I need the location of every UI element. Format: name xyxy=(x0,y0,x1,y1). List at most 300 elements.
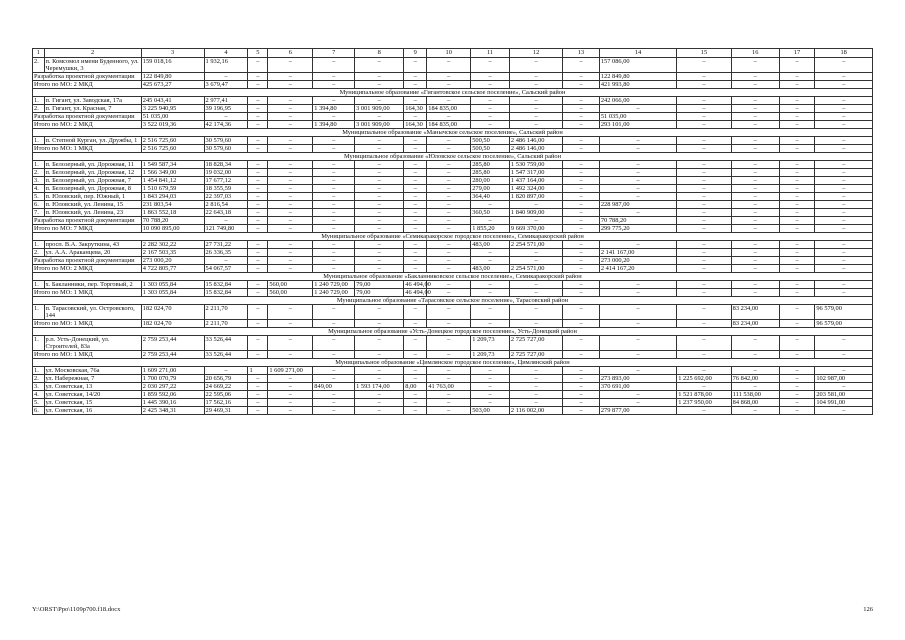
column-number-cell: 2 xyxy=(44,49,141,58)
column-number-cell: 4 xyxy=(204,49,248,58)
table-cell: – xyxy=(731,73,779,81)
table-cell: 299 775,20 xyxy=(599,225,676,233)
table-cell: – xyxy=(355,265,404,273)
table-cell: – xyxy=(268,383,313,391)
table-row xyxy=(33,58,873,73)
row-number-cell: 1. xyxy=(33,367,45,375)
table-cell: – xyxy=(404,375,427,383)
section-header-row xyxy=(33,359,873,367)
row-number-cell: 6. xyxy=(33,407,45,415)
table-cell: 560,00 xyxy=(268,281,313,289)
table-cell: – xyxy=(779,209,815,217)
table-cell: 500,50 xyxy=(471,145,510,153)
table-cell: 285,80 xyxy=(471,169,510,177)
table-cell: – xyxy=(427,391,471,399)
summary-row xyxy=(33,289,873,297)
table-cell: – xyxy=(599,145,676,153)
table-cell: 1 843 294,03 xyxy=(141,193,204,201)
table-cell: – xyxy=(268,336,313,351)
table-cell: 17 677,12 xyxy=(204,177,248,185)
table-cell: – xyxy=(427,113,471,121)
table-cell: – xyxy=(427,367,471,375)
address-cell: п. Гигант, ул. Заводская, 17а xyxy=(44,97,141,105)
address-cell: п. Юловский, ул. Ленина, 23 xyxy=(44,209,141,217)
table-cell: – xyxy=(268,81,313,89)
table-cell: – xyxy=(404,58,427,73)
table-cell: 2 211,70 xyxy=(204,305,248,320)
table-cell: – xyxy=(355,351,404,359)
table-cell: – xyxy=(471,367,510,375)
table-cell: – xyxy=(563,193,600,201)
row-number-cell: 3. xyxy=(33,177,45,185)
table-cell: – xyxy=(313,249,355,257)
table-cell: – xyxy=(313,169,355,177)
table-cell: – xyxy=(355,367,404,375)
table-cell: – xyxy=(427,399,471,407)
table-cell: – xyxy=(471,113,510,121)
table-cell: – xyxy=(677,351,731,359)
table-cell: – xyxy=(471,73,510,81)
table-cell: – xyxy=(677,289,731,297)
table-cell: – xyxy=(677,305,731,320)
table-cell: 2 425 348,31 xyxy=(141,407,204,415)
table-cell: 111 538,00 xyxy=(731,391,779,399)
table-cell: 76 842,00 xyxy=(731,375,779,383)
table-cell: – xyxy=(563,97,600,105)
table-cell: 2 816,54 xyxy=(204,201,248,209)
column-number-cell: 14 xyxy=(599,49,676,58)
table-cell: – xyxy=(731,367,779,375)
table-cell: – xyxy=(815,201,873,209)
table-cell: – xyxy=(313,113,355,121)
table-cell: – xyxy=(563,137,600,145)
table-cell: – xyxy=(268,407,313,415)
table-cell: 24 669,22 xyxy=(204,383,248,391)
table-cell: – xyxy=(268,185,313,193)
table-cell: – xyxy=(509,257,562,265)
table-cell: – xyxy=(731,241,779,249)
table-cell: 3 679,47 xyxy=(204,81,248,89)
table-cell: – xyxy=(355,97,404,105)
table-row xyxy=(33,161,873,169)
table-cell: – xyxy=(355,225,404,233)
table-cell: – xyxy=(427,351,471,359)
address-cell: п. Белозерный, ул. Дорожная, 12 xyxy=(44,169,141,177)
table-cell: 1 547 317,00 xyxy=(509,169,562,177)
table-cell: – xyxy=(599,105,676,113)
table-cell: 1 303 055,84 xyxy=(141,281,204,289)
table-cell: – xyxy=(268,375,313,383)
table-cell: – xyxy=(268,399,313,407)
table-cell: – xyxy=(404,336,427,351)
summary-row xyxy=(33,145,873,153)
table-cell: – xyxy=(677,407,731,415)
table-cell: – xyxy=(427,257,471,265)
table-cell: 1 492 324,00 xyxy=(509,185,562,193)
table-cell: – xyxy=(427,169,471,177)
table-cell: – xyxy=(779,177,815,185)
table-row xyxy=(33,375,873,383)
row-label: Разработка проектной документации xyxy=(33,73,142,81)
table-cell: – xyxy=(471,97,510,105)
table-cell: – xyxy=(404,185,427,193)
table-cell: 15 832,84 xyxy=(204,281,248,289)
table-cell: – xyxy=(815,73,873,81)
table-cell: – xyxy=(509,217,562,225)
table-cell: – xyxy=(248,383,268,391)
table-cell: – xyxy=(509,320,562,328)
column-number-cell: 6 xyxy=(268,49,313,58)
table-cell: – xyxy=(599,241,676,249)
table-cell: – xyxy=(404,97,427,105)
table-cell: 2 516 725,60 xyxy=(141,145,204,153)
table-cell: 182 024,70 xyxy=(141,305,204,320)
table-cell: 1 240 729,00 xyxy=(313,281,355,289)
table-cell: – xyxy=(599,399,676,407)
table-cell: 83 234,00 xyxy=(731,320,779,328)
table-cell: – xyxy=(677,209,731,217)
table-cell: 184 835,00 xyxy=(427,121,471,129)
column-number-cell: 10 xyxy=(427,49,471,58)
section-title: Муниципальное образование «Цимлянское городское поселение», Цимлянский район xyxy=(33,359,873,367)
table-cell: – xyxy=(268,105,313,113)
table-cell: – xyxy=(779,289,815,297)
table-cell: – xyxy=(779,305,815,320)
table-cell: – xyxy=(779,351,815,359)
table-cell: – xyxy=(509,249,562,257)
table-cell: – xyxy=(204,73,248,81)
table-cell: – xyxy=(599,289,676,297)
table-cell: – xyxy=(248,351,268,359)
table-cell: – xyxy=(427,97,471,105)
table-cell: 9 669 370,00 xyxy=(509,225,562,233)
table-cell: – xyxy=(779,161,815,169)
table-cell: 1 437 164,00 xyxy=(509,177,562,185)
table-cell: – xyxy=(815,58,873,73)
table-cell: – xyxy=(404,81,427,89)
table-row xyxy=(33,201,873,209)
table-cell: – xyxy=(563,336,600,351)
table-cell: – xyxy=(404,193,427,201)
table-cell: – xyxy=(677,201,731,209)
table-cell: 1 593 174,00 xyxy=(355,383,404,391)
column-number-cell: 16 xyxy=(731,49,779,58)
table-row xyxy=(33,193,873,201)
row-number-cell: 5. xyxy=(33,193,45,201)
table-cell: – xyxy=(427,407,471,415)
table-cell: – xyxy=(268,305,313,320)
table-cell: – xyxy=(248,58,268,73)
table-cell: 22 643,18 xyxy=(204,209,248,217)
table-cell: 41 763,00 xyxy=(427,383,471,391)
table-cell: – xyxy=(313,305,355,320)
section-header-row xyxy=(33,89,873,97)
table-cell: 1 700 070,79 xyxy=(141,375,204,383)
column-number-cell: 15 xyxy=(677,49,731,58)
row-number-cell: 3. xyxy=(33,383,45,391)
table-cell: – xyxy=(815,257,873,265)
table-cell: – xyxy=(355,407,404,415)
row-label: Итого по МО: 2 МКД xyxy=(33,265,142,273)
table-row xyxy=(33,209,873,217)
table-cell: – xyxy=(731,217,779,225)
table-cell: 2 486 146,00 xyxy=(509,145,562,153)
table-cell: 46 494,00 xyxy=(405,281,431,288)
table-cell: – xyxy=(731,105,779,113)
table-cell: – xyxy=(248,177,268,185)
table-cell: 503,00 xyxy=(471,407,510,415)
row-label: Разработка проектной документации xyxy=(33,257,142,265)
row-number-cell: 1. xyxy=(33,161,45,169)
table-cell: – xyxy=(563,161,600,169)
table-cell: – xyxy=(313,145,355,153)
table-cell: 2 759 253,44 xyxy=(141,336,204,351)
table-cell: – xyxy=(471,305,510,320)
table-cell: – xyxy=(731,383,779,391)
address-cell: п. Комсомол имени Буденного, ул. Черемушки, 3 xyxy=(44,58,141,73)
table-cell: – xyxy=(779,375,815,383)
table-cell: – xyxy=(779,105,815,113)
table-cell: 1 863 552,18 xyxy=(141,209,204,217)
table-cell: – xyxy=(779,241,815,249)
table-cell: – xyxy=(248,201,268,209)
summary-row xyxy=(33,81,873,89)
table-cell: – xyxy=(248,185,268,193)
table-cell: – xyxy=(471,105,510,113)
table-cell: – xyxy=(677,320,731,328)
table-cell: – xyxy=(471,375,510,383)
table-row xyxy=(33,383,873,391)
table-cell: – xyxy=(731,289,779,297)
table-cell: 1 445 390,16 xyxy=(141,399,204,407)
summary-row xyxy=(33,121,873,129)
table-cell: – xyxy=(563,383,600,391)
table-cell: – xyxy=(313,177,355,185)
table-cell: – xyxy=(268,249,313,257)
table-cell: – xyxy=(599,137,676,145)
table-cell: 121 749,80 xyxy=(204,225,248,233)
table-cell: 39 196,95 xyxy=(204,105,248,113)
table-cell: – xyxy=(248,193,268,201)
table-cell: – xyxy=(731,185,779,193)
table-cell: 2 167 503,35 xyxy=(141,249,204,257)
table-cell: – xyxy=(404,225,427,233)
table-cell: – xyxy=(355,209,404,217)
table-cell: – xyxy=(563,257,600,265)
table-cell: 1 609 271,00 xyxy=(268,367,313,375)
table-cell: – xyxy=(427,375,471,383)
column-number-cell: 18 xyxy=(815,49,873,58)
column-number-cell: 1 xyxy=(33,49,45,58)
table-cell: – xyxy=(509,97,562,105)
table-cell: – xyxy=(677,137,731,145)
table-cell: – xyxy=(313,161,355,169)
table-cell: – xyxy=(313,193,355,201)
table-cell: – xyxy=(313,201,355,209)
table-cell: – xyxy=(355,336,404,351)
table-cell: – xyxy=(427,320,471,328)
table-cell: – xyxy=(248,289,268,297)
table-cell: – xyxy=(779,336,815,351)
table-cell: – xyxy=(731,137,779,145)
table-cell: 79,00 xyxy=(355,289,404,297)
table-cell: – xyxy=(815,351,873,359)
table-cell: – xyxy=(599,351,676,359)
table-cell: – xyxy=(248,257,268,265)
section-title: Муниципальное образование «Юловское сельское поселение», Сальский район xyxy=(33,153,873,161)
table-cell: – xyxy=(427,58,471,73)
table-row xyxy=(33,407,873,415)
table-cell: – xyxy=(268,121,313,129)
table-cell: – xyxy=(731,351,779,359)
table-cell: – xyxy=(677,113,731,121)
table-cell: 425 673,27 xyxy=(141,81,204,89)
table-cell: 285,80 xyxy=(471,161,510,169)
table-cell: 26 336,35 xyxy=(204,249,248,257)
table-cell: – xyxy=(313,351,355,359)
table-cell: – xyxy=(268,320,313,328)
column-number-cell: 9 xyxy=(404,49,427,58)
table-cell: 2 254 571,00 xyxy=(509,265,562,273)
table-cell: – xyxy=(563,265,600,273)
table-row xyxy=(33,241,873,249)
table-cell: – xyxy=(677,169,731,177)
table-cell: – xyxy=(471,399,510,407)
table-cell: – xyxy=(815,81,873,89)
table-cell: 8,00 xyxy=(404,383,427,391)
table-cell: 19 032,00 xyxy=(204,169,248,177)
table-cell: – xyxy=(248,73,268,81)
table-cell: – xyxy=(563,105,600,113)
table-cell: – xyxy=(471,257,510,265)
table-cell: – xyxy=(731,257,779,265)
table-cell: 15 832,84 xyxy=(204,289,248,297)
column-number-cell: 17 xyxy=(779,49,815,58)
table-cell: – xyxy=(355,185,404,193)
table-cell: – xyxy=(204,113,248,121)
address-cell: п. Гигант, ул. Красная, 7 xyxy=(44,105,141,113)
table-cell: – xyxy=(677,97,731,105)
table-cell: – xyxy=(779,73,815,81)
table-cell: – xyxy=(427,201,471,209)
table-cell: 1 855,20 xyxy=(471,225,510,233)
table-cell: – xyxy=(563,225,600,233)
table-cell: – xyxy=(779,249,815,257)
table-cell: – xyxy=(509,73,562,81)
table-cell: 22 397,03 xyxy=(204,193,248,201)
table-cell: – xyxy=(404,201,427,209)
table-cell: – xyxy=(599,320,676,328)
column-number-cell: 7 xyxy=(313,49,355,58)
table-cell: 1 209,73 xyxy=(471,351,510,359)
table-cell: – xyxy=(427,73,471,81)
table-cell: – xyxy=(599,367,676,375)
table-cell: – xyxy=(471,289,510,297)
table-cell: – xyxy=(404,145,427,153)
table-cell: – xyxy=(313,217,355,225)
row-number-cell: 4. xyxy=(33,185,45,193)
table-cell: – xyxy=(509,105,562,113)
table-cell: – xyxy=(313,209,355,217)
table-cell: – xyxy=(313,265,355,273)
table-cell: – xyxy=(313,399,355,407)
table-cell: – xyxy=(248,305,268,320)
table-cell: 164,30 xyxy=(404,105,427,113)
table-cell: – xyxy=(815,383,873,391)
row-number-cell: 2. xyxy=(33,169,45,177)
address-cell: р.п. Усть-Донецкий, ул. Строителей, 83а xyxy=(44,336,141,351)
table-cell: – xyxy=(404,113,427,121)
table-cell: – xyxy=(248,375,268,383)
address-cell: ул. А.А. Араканцева, 20 xyxy=(44,249,141,257)
table-cell: – xyxy=(731,225,779,233)
table-cell: – xyxy=(563,209,600,217)
table-cell: – xyxy=(355,391,404,399)
table-cell: 280,00 xyxy=(471,177,510,185)
table-cell: – xyxy=(355,81,404,89)
table-cell: – xyxy=(427,241,471,249)
table-cell: – xyxy=(427,81,471,89)
section-title: Муниципальное образование «Тарасовское сельское поселение», Тарасовский район xyxy=(33,297,873,305)
table-cell: – xyxy=(268,113,313,121)
table-cell: – xyxy=(509,383,562,391)
table-cell: – xyxy=(268,217,313,225)
table-cell: – xyxy=(731,97,779,105)
row-label: Итого по МО: 1 МКД xyxy=(33,145,142,153)
table-cell: – xyxy=(509,375,562,383)
table-cell: 1 xyxy=(248,367,268,375)
table-cell: – xyxy=(355,58,404,73)
table-cell: – xyxy=(248,97,268,105)
table-cell: 17 562,16 xyxy=(204,399,248,407)
table-cell: – xyxy=(355,193,404,201)
row-number-cell: 1. xyxy=(33,305,45,320)
table-cell: – xyxy=(268,265,313,273)
table-cell: – xyxy=(404,305,427,320)
table-cell: 2 414 167,20 xyxy=(599,265,676,273)
table-cell: – xyxy=(731,201,779,209)
table-cell: – xyxy=(268,161,313,169)
table-cell: – xyxy=(815,217,873,225)
table-cell: 2 030 297,22 xyxy=(141,383,204,391)
table-cell: – xyxy=(815,161,873,169)
table-cell: – xyxy=(248,169,268,177)
section-header-row xyxy=(33,328,873,336)
summary-row xyxy=(33,73,873,81)
table-cell: – xyxy=(471,391,510,399)
table-cell: – xyxy=(248,81,268,89)
table-cell: 849,00 xyxy=(313,383,355,391)
table-cell: – xyxy=(731,193,779,201)
table-cell: – xyxy=(677,336,731,351)
row-number-cell: 1. xyxy=(33,336,45,351)
table-cell: 3 522 019,36 xyxy=(141,121,204,129)
table-cell: – xyxy=(599,305,676,320)
table-cell: 33 526,44 xyxy=(204,351,248,359)
table-cell: – xyxy=(427,336,471,351)
table-cell: – xyxy=(779,383,815,391)
table-cell: – xyxy=(248,121,268,129)
table-cell: – xyxy=(404,73,427,81)
table-cell: – xyxy=(204,367,248,375)
table-cell: – xyxy=(355,137,404,145)
table-cell: – xyxy=(677,73,731,81)
table-cell: 1 521 878,00 xyxy=(677,391,731,399)
section-header-row xyxy=(33,129,873,137)
table-cell: – xyxy=(779,265,815,273)
table-cell: – xyxy=(471,249,510,257)
table-cell: – xyxy=(563,305,600,320)
